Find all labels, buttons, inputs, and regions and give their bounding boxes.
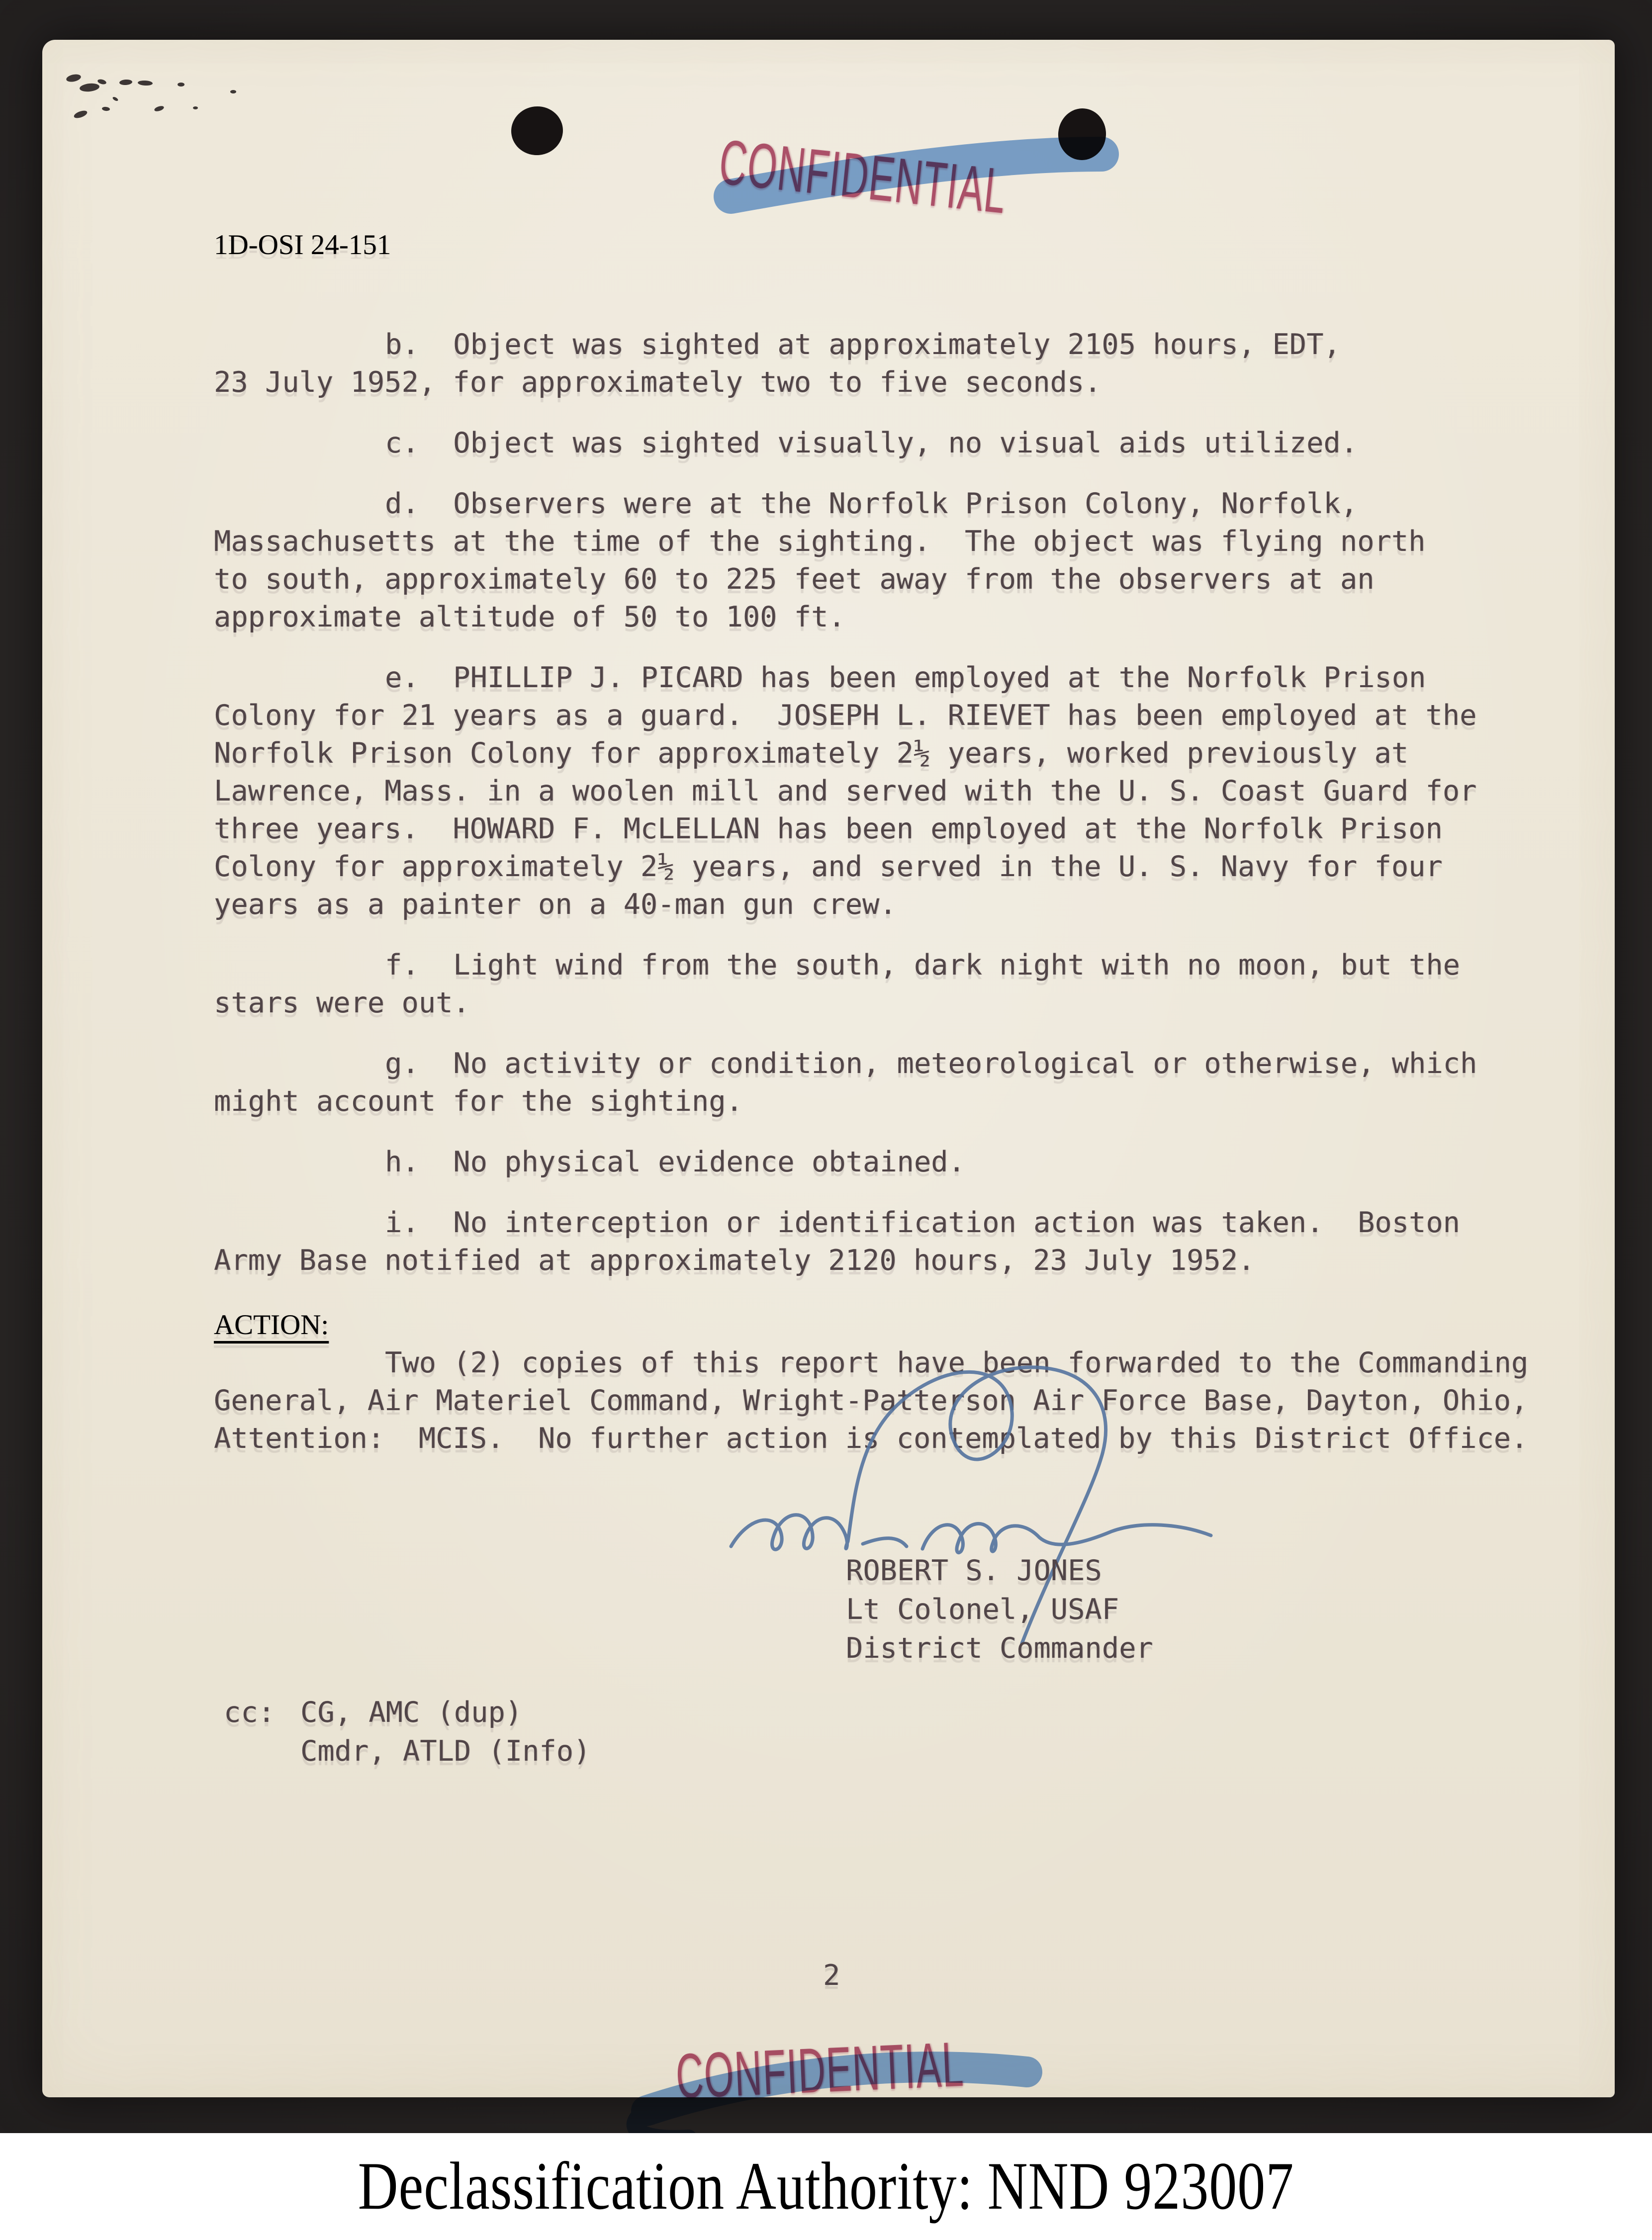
declassification-text: Declassification Authority: NND 923007 (358, 2149, 1294, 2224)
page-number: 2 (823, 1959, 840, 1992)
typed-line: e. PHILLIP J. PICARD has been employed at the Norfolk Prison (385, 661, 1426, 694)
ink-speck (73, 109, 88, 120)
paragraph-e (214, 659, 1606, 923)
typed-line: Norfolk Prison Colony for approximately 2½ years, worked previously at (214, 737, 1409, 770)
hole-punch-left (509, 104, 565, 158)
cc-entries (300, 1693, 590, 1771)
typed-line: i. No interception or identification action was taken. Boston (385, 1206, 1460, 1239)
typed-body (214, 226, 1606, 1457)
typed-line: 23 July 1952, for approximately two to five seconds. (214, 366, 1101, 399)
document-page (42, 40, 1615, 2112)
typed-line: Two (2) copies of this report have been forwarded to the Commanding (385, 1346, 1529, 1379)
ink-speck (230, 90, 236, 93)
signer-rank: Lt Colonel, USAF (846, 1593, 1119, 1626)
typed-line: f. Light wind from the south, dark night with no moon, but the (385, 949, 1460, 982)
typed-line: approximate altitude of 50 to 100 ft. (214, 601, 845, 633)
ink-speck (193, 106, 198, 109)
confidential-stamp-text: CONFIDENTIAL (716, 126, 1010, 227)
paragraph-b (214, 326, 1606, 401)
signer-title: District Commander (846, 1632, 1153, 1665)
confidential-stamp-top (709, 104, 1136, 244)
typed-line: d. Observers were at the Norfolk Prison Colony, Norfolk, (385, 487, 1358, 520)
blue-crayon-strike (709, 104, 1136, 244)
ink-speck (66, 73, 82, 83)
signer-name: ROBERT S. JONES (846, 1554, 1102, 1587)
typed-line: General, Air Materiel Command, Wright-Patterson Air Force Base, Dayton, Ohio, (214, 1384, 1528, 1417)
typed-line: CG, AMC (dup) (300, 1696, 523, 1729)
ink-speck (154, 105, 165, 112)
typed-line: c. Object was sighted visually, no visual aids utilized. (385, 427, 1358, 459)
typed-line: to south, approximately 60 to 225 feet away from the observers at an (214, 563, 1375, 596)
typed-line: Colony for 21 years as a guard. JOSEPH L. RIEVET has been employed at the (214, 699, 1477, 732)
typed-line: Attention: MCIS. No further action is contemplated by this District Office. (214, 1422, 1528, 1455)
typed-line: h. No physical evidence obtained. (385, 1146, 965, 1178)
document-number: 1D-OSI 24-151 (214, 229, 391, 261)
paragraph-i (214, 1204, 1606, 1279)
ink-speck (102, 106, 110, 111)
paragraph-h (214, 1143, 1606, 1181)
ink-speck (79, 83, 99, 92)
typed-line: Colony for approximately 2½ years, and served in the U. S. Navy for four (214, 850, 1443, 883)
signature-block (846, 1551, 1153, 1668)
ink-speck (97, 79, 107, 85)
cc-block (224, 1693, 590, 1771)
typed-line: Army Base notified at approximately 2120 hours, 23 July 1952. (214, 1244, 1255, 1277)
ink-speck (178, 83, 184, 87)
ink-speck (112, 96, 118, 101)
typed-line: might account for the sighting. (214, 1085, 743, 1118)
typed-line: three years. HOWARD F. McLELLAN has been employed at the Norfolk Prison (214, 812, 1443, 845)
ink-speck (119, 79, 133, 86)
confidential-stamp-text: CONFIDENTIAL (674, 2028, 966, 2112)
cc-label: cc: (224, 1696, 275, 1729)
paragraph-g (214, 1045, 1606, 1120)
typed-line: years as a painter on a 40-man gun crew. (214, 888, 897, 921)
typed-line: g. No activity or condition, meteorological or otherwise, which (385, 1047, 1477, 1080)
declassification-band (0, 2133, 1652, 2240)
action-heading: ACTION: (214, 1309, 329, 1341)
ink-speck (138, 80, 153, 86)
typed-line: Lawrence, Mass. in a woolen mill and served with the U. S. Coast Guard for (214, 775, 1477, 807)
typed-line: Cmdr, ATLD (Info) (300, 1735, 591, 1768)
typed-line: stars were out. (214, 986, 470, 1019)
paragraph-c (214, 424, 1606, 462)
paragraph-d (214, 485, 1606, 636)
paragraph-f (214, 946, 1606, 1022)
typed-line: b. Object was sighted at approximately 2105 hours, EDT, (385, 328, 1341, 361)
typed-line: Massachusetts at the time of the sighting. The object was flying north (214, 525, 1426, 558)
